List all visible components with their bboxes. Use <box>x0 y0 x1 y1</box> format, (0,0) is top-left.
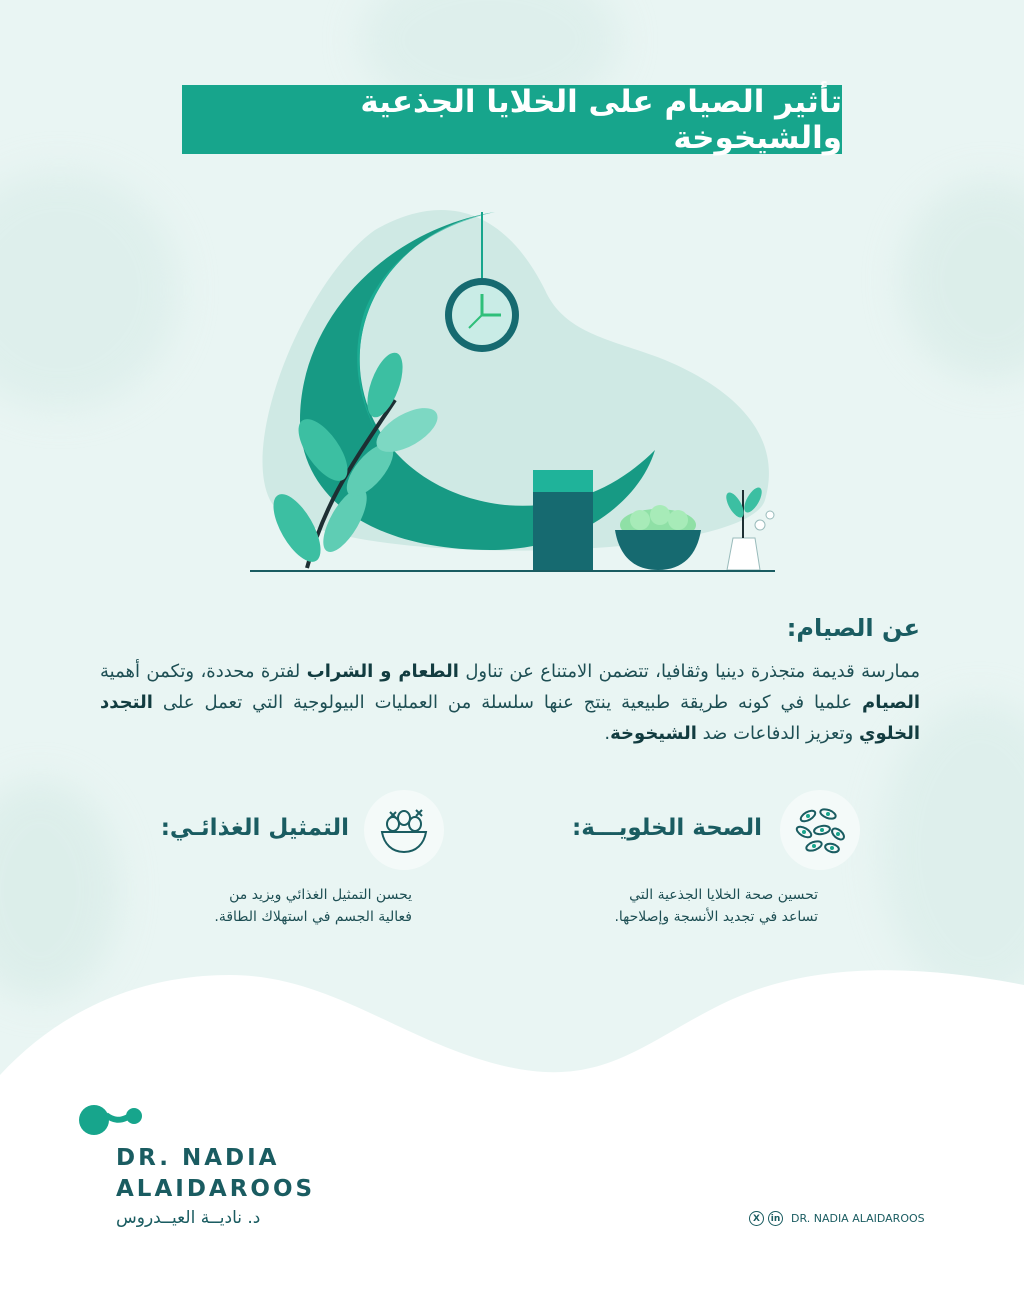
social-footer <box>749 1211 925 1226</box>
brand-name-arabic: د. ناديــة العيــدروس <box>116 1208 261 1228</box>
brand-name-line2: ALAIDAROOS <box>116 1176 316 1202</box>
about-bold-text: الشيخوخة <box>610 723 697 744</box>
linkedin-icon[interactable]: in <box>768 1211 783 1226</box>
metabolism-title: التمثيل الغذائـي: <box>160 815 349 841</box>
about-bold-text: الصيام <box>862 692 920 713</box>
x-icon[interactable]: X <box>749 1211 764 1226</box>
cellular-health-title: الصحة الخلويـــة: <box>572 815 762 841</box>
about-text: . <box>604 723 611 744</box>
ramadan-illustration <box>245 170 805 585</box>
brand-name-line1: DR. NADIA <box>116 1145 280 1171</box>
about-text: ممارسة قديمة متجذرة دينيا وثقافيا، تتضمن الامتناع عن تناول <box>458 661 921 682</box>
title-banner <box>182 85 842 154</box>
about-bold-text: الطعام و الشراب <box>306 661 459 682</box>
brand-name <box>116 1143 315 1205</box>
metabolism-text-line: يحسن التمثيل الغذائي ويزيد من <box>229 887 412 903</box>
cellular-health-text-line: تساعد في تجديد الأنسجة وإصلاحها. <box>614 909 818 925</box>
about-text: وتعزيز الدفاعات ضد <box>696 723 859 744</box>
food-bowl-icon-circle <box>364 790 444 870</box>
about-text: علميا في كونه طريقة طبيعية ينتج عنها سلسلة من العمليات البيولوجية التي تعمل على <box>152 692 863 713</box>
page-title: تأثير الصيام على الخلايا الجذعية والشيخوخة <box>360 83 842 156</box>
cells-icon <box>792 802 848 858</box>
food-bowl-icon <box>376 802 432 858</box>
cellular-health-text <box>558 884 818 928</box>
about-bold-text: التجدد الخلوي <box>100 692 920 744</box>
metabolism-text-line: فعالية الجسم في استهلاك الطاقة. <box>214 909 412 925</box>
cells-icon-circle <box>780 790 860 870</box>
water-glass <box>533 470 593 570</box>
brand-logo-icon <box>78 1103 144 1137</box>
about-heading: عن الصيام: <box>786 614 920 642</box>
metabolism-text <box>152 884 412 928</box>
flower-vase <box>723 485 774 570</box>
about-text: لفترة محددة، وتكمن أهمية <box>100 661 307 682</box>
about-paragraph <box>100 656 920 749</box>
social-handle: DR. NADIA ALAIDAROOS <box>791 1212 925 1225</box>
cellular-health-text-line: تحسين صحة الخلايا الجذعية التي <box>629 887 818 903</box>
